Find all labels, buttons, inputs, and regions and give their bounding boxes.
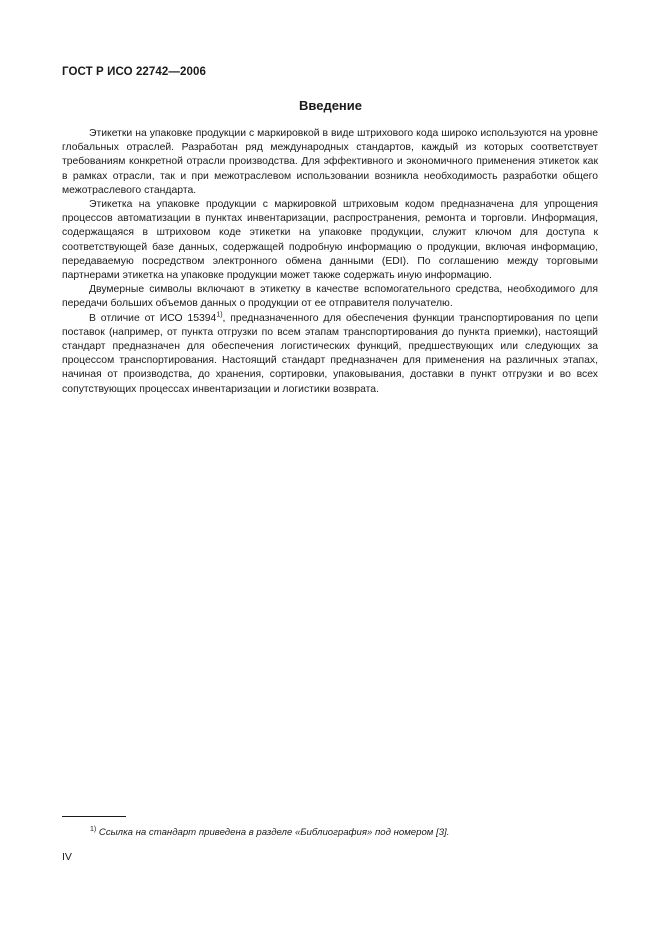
paragraph-1: Этикетки на упаковке продукции с маркировкой в виде штрихового кода широко используются на уровне глобальных отраслей. Разработан ряд международных стандартов, каждый из которых соответствует требованиям конкретной отрасли производства. Для эффективного и экономичного применения этикеток как в рамках отрасли, так и при межотраслевом использовании возникла необходимость разработки общего межотраслевого стандарта.	[62, 128, 598, 196]
paragraph-2: Этикетка на упаковке продукции с маркировкой штриховым кодом предназначена для упрощения процессов автоматизации в пунктах инвентаризации, распространения, ремонта и торговли. Информация, содержащаяся в штриховом коде этикетки на упаковке продукции, служит ключом для доступа к соответствующей базе данных, содержащей подробную информацию о продукции, включая информацию, передаваемую посредством электронного обмена данными (EDI). По соглашению между торговыми партнерами этикетка на упаковке продукции может также содержать иную информацию.	[62, 199, 598, 282]
paragraph-4-rest: , предназначенного для обеспечения функции транспортирования по цепи поставок (например, от пункта отгрузки по всем этапам транспортирования до пункта приемки), настоящий стандарт предназначен для обеспечения логистических функций, предшествующих или следующих за процессом транспортирования. Настоящий стандарт предназначен для применения на различных этапах, начиная от производства, до хранения, сортировки, упаковывания, доставки в пункт отгрузки и во всех сопутствующих процессах инвентаризации и логистики возврата.	[62, 312, 599, 395]
page-number: IV	[62, 851, 72, 863]
footnote-reference: 1)	[216, 311, 223, 319]
footnote-separator	[62, 816, 126, 817]
paragraph-4	[62, 312, 598, 397]
paragraph-3: Двумерные символы включают в этикетку в качестве вспомогательного средства, необходимого для передачи больших объемов данных о продукции от ее отправителя получателю.	[62, 284, 598, 310]
body-text	[62, 127, 598, 397]
footnote	[90, 826, 598, 839]
section-title: Введение	[299, 98, 362, 113]
footnote-text: Ссылка на стандарт приведена в разделе «Библиография» под номером [3].	[96, 827, 450, 838]
document-code-header: ГОСТ Р ИСО 22742—2006	[62, 66, 207, 78]
paragraph-4-start: В отличие от ИСО 15394	[89, 312, 217, 324]
footnote-mark: 1)	[90, 825, 97, 833]
